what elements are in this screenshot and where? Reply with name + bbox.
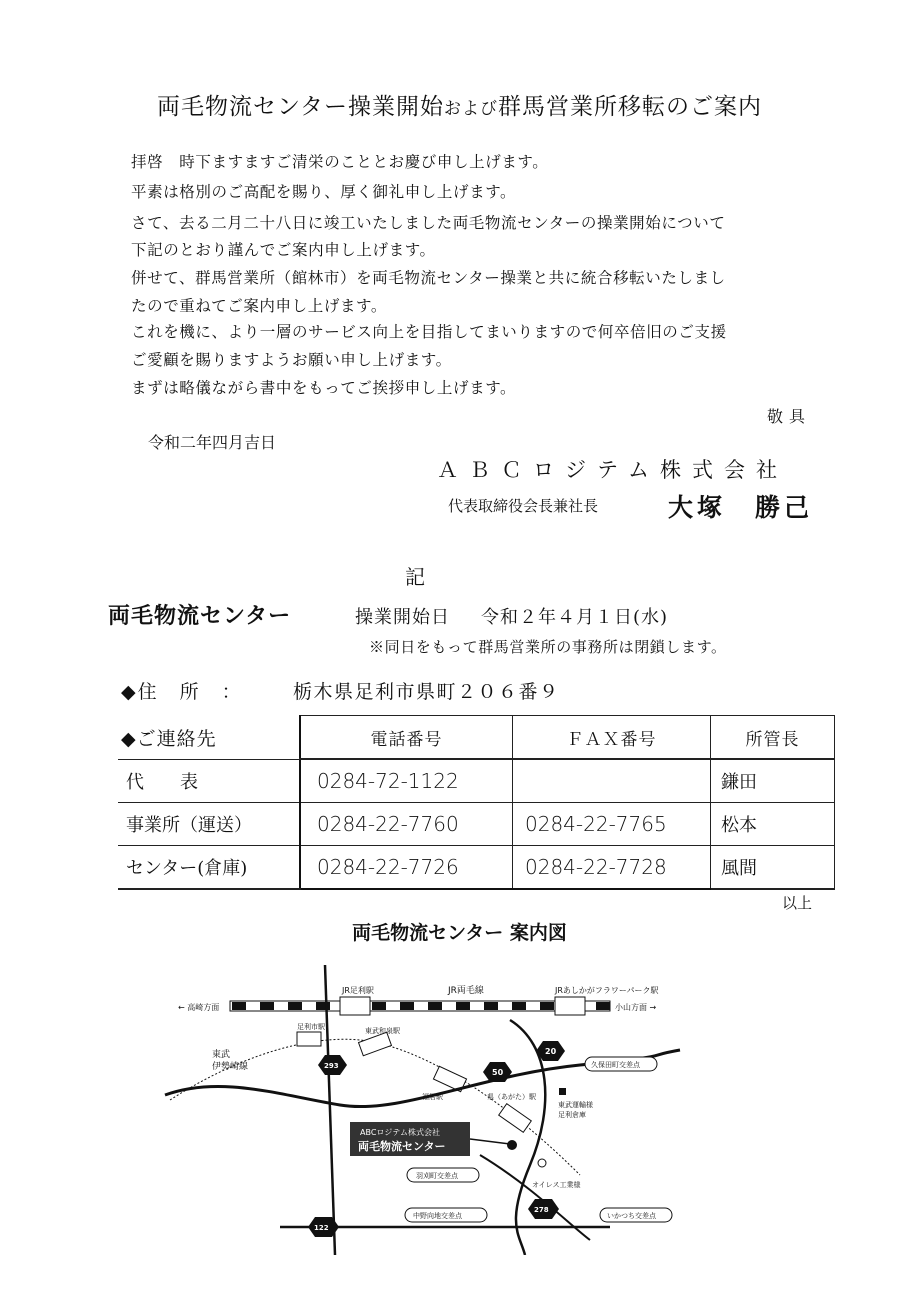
- page-title: [0, 88, 919, 121]
- address-value: 栃木県足利市県町２０６番９: [293, 681, 560, 703]
- open-date-value: 令和２年４月１日(水): [481, 607, 669, 628]
- body-line: 拝啓 時下ますますご清栄のこととお慶び申し上げます。: [131, 153, 549, 171]
- svg-text:50: 50: [492, 1068, 504, 1077]
- contact-table: [118, 715, 835, 890]
- row-manager: 風間: [711, 846, 835, 890]
- title-main-2: 群馬営業所移転のご案内: [498, 94, 763, 120]
- closing-keigu: 敬具: [766, 407, 811, 426]
- body-line: さて、去る二月二十八日に竣工いたしました両毛物流センターの操業開始について: [131, 214, 726, 232]
- station-tobu-izumi: [359, 1032, 392, 1055]
- table-row: [118, 846, 835, 890]
- closure-note: ※同日をもって群馬営業所の事務所は閉鎖します。: [369, 638, 727, 656]
- map-label-agata: 県（あがた）駅: [487, 1093, 536, 1101]
- map-label-tobu-izumi: 東武和泉駅: [365, 1027, 400, 1035]
- header-phone: 電話番号: [300, 716, 513, 760]
- contact-label: ◆ご連絡先: [121, 727, 217, 750]
- map-label-tobu: 東武: [212, 1050, 231, 1060]
- map-label-jr-flower: JRあしかがフラワーパーク駅: [555, 986, 659, 995]
- svg-text:278: 278: [534, 1206, 549, 1214]
- contact-label-cell: [118, 716, 300, 760]
- title-main-1: 両毛物流センター操業開始: [156, 94, 445, 120]
- center-name: 両毛物流センター: [108, 603, 292, 629]
- route-50-marker: [483, 1062, 512, 1082]
- title-small: および: [444, 99, 499, 119]
- map-label-nakano: 中野向地交差点: [413, 1212, 462, 1220]
- map-label-jr-line: JR両毛線: [448, 986, 484, 996]
- center-location-dot: [507, 1140, 517, 1150]
- oiles-sun-icon: [538, 1159, 546, 1167]
- map-label-tobu-unyu: 東武運輸様: [558, 1101, 593, 1109]
- body-line: 平素は格別のご高配を賜り、厚く御礼申し上げます。: [131, 183, 517, 201]
- map-label-oiles: オイレス工業様: [532, 1181, 581, 1189]
- open-date-label: 操業開始日: [355, 607, 450, 628]
- route-293-marker: [318, 1055, 347, 1075]
- body-line: これを機に、より一層のサービス向上を目指してまいりますので何卒倍旧のご支援: [131, 323, 727, 341]
- row-name: 事業所（運送）: [118, 803, 300, 846]
- row-name: センター(倉庫): [118, 846, 300, 890]
- header-manager: 所管長: [711, 716, 835, 760]
- center-callout-line: [470, 1139, 510, 1144]
- company-name: ＡＢＣロジテム株式会社: [437, 458, 788, 482]
- map-label-isesaki-line: 伊勢崎線: [212, 1062, 249, 1072]
- station-ashikagashi: [297, 1032, 321, 1046]
- address-label: ◆住 所 ：: [121, 681, 243, 703]
- table-header-row: [118, 716, 835, 760]
- row-name: 代 表: [118, 759, 300, 803]
- access-map: [160, 965, 700, 1255]
- letter-date: 令和二年四月吉日: [148, 433, 277, 452]
- body-line: まずは略儀ながら書中をもってご挨拶申し上げます。: [131, 379, 517, 397]
- route-278-marker: [528, 1199, 559, 1219]
- body-line: たので重ねてご案内申し上げます。: [131, 297, 387, 315]
- map-title: 両毛物流センター 案内図: [352, 922, 567, 944]
- map-label-oyama: 小山方面 →: [615, 1003, 657, 1012]
- row-fax: 0284-22-7765: [513, 803, 711, 846]
- row-fax: 0284-22-7728: [513, 846, 711, 890]
- jr-railway: [230, 997, 610, 1015]
- row-phone: 0284-22-7726: [300, 846, 513, 890]
- representative-name: 大塚 勝己: [668, 493, 814, 522]
- row-phone: 0284-72-1122: [300, 759, 513, 803]
- svg-text:20: 20: [545, 1047, 557, 1056]
- body-line: ご愛顧を賜りますようお願い申し上げます。: [131, 351, 452, 369]
- representative-title: 代表取締役会長兼社長: [448, 497, 599, 515]
- map-label-hanyu: 羽刈町交差点: [416, 1172, 458, 1180]
- map-label-takasaki: ← 高崎方面: [178, 1003, 220, 1012]
- tobu-unyu-marker: [559, 1088, 566, 1095]
- svg-text:293: 293: [324, 1062, 339, 1070]
- row-phone: 0284-22-7760: [300, 803, 513, 846]
- map-label-jr-ashikaga: JR足利駅: [342, 986, 374, 995]
- svg-text:122: 122: [314, 1224, 329, 1232]
- map-label-tobu-unyu-2: 足利倉庫: [558, 1111, 586, 1119]
- station-agata: [499, 1104, 532, 1133]
- table-row: [118, 759, 835, 803]
- ki-heading: 記: [405, 565, 425, 589]
- row-fax: [513, 759, 711, 803]
- header-fax: ＦＡＸ番号: [513, 716, 711, 760]
- row-manager: 松本: [711, 803, 835, 846]
- ijou: 以上: [781, 894, 812, 912]
- map-label-fukui: 福居駅: [422, 1093, 443, 1101]
- map-label-ashikagashi: 足利市駅: [297, 1023, 325, 1031]
- table-row: [118, 803, 835, 846]
- map-label-kubota: 久保田町交差点: [591, 1061, 640, 1069]
- map-label-ikatsu: いかつち交差点: [607, 1212, 656, 1220]
- body-line: 併せて、群馬営業所（館林市）を両毛物流センター操業と共に統合移転いたしまし: [131, 269, 726, 287]
- map-label-center-big: 両毛物流センター: [358, 1140, 446, 1153]
- row-manager: 鎌田: [711, 759, 835, 803]
- body-line: 下記のとおり謹んでご案内申し上げます。: [131, 241, 436, 259]
- map-label-center-small: ABCロジテム株式会社: [360, 1128, 441, 1137]
